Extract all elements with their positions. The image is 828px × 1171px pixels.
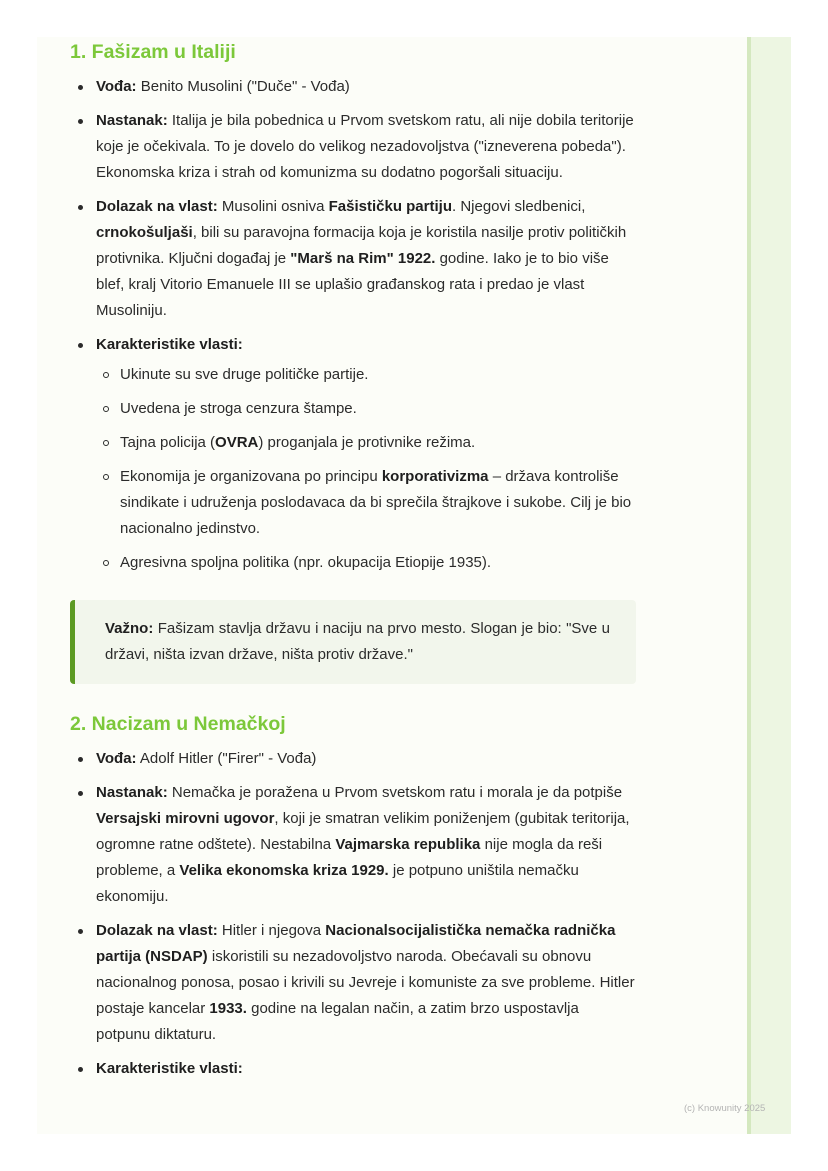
label-leader: Vođa: xyxy=(96,750,137,767)
features-sublist xyxy=(96,362,636,576)
side-decoration-line xyxy=(747,37,751,1134)
bold-term: Fašističku partiju xyxy=(328,198,452,215)
sublist-text: – država kontroliše sindikate i udruženja poslodavaca da bi sprečila štrajkove i sukobe. Cilj je bio nacionalno jedinstvo. xyxy=(120,468,632,537)
list-item xyxy=(96,194,636,324)
bold-term: "Marš na Rim" 1922. xyxy=(290,250,436,267)
bold-term: korporativizma xyxy=(381,468,489,485)
list-item xyxy=(96,74,636,100)
label-origin: Nastanak: xyxy=(96,112,168,129)
label-rise: Dolazak na vlast: xyxy=(96,198,218,215)
note-label: Važno: xyxy=(105,620,154,637)
side-decoration xyxy=(747,37,791,1134)
sublist-item xyxy=(120,430,636,456)
list-item xyxy=(96,1056,636,1082)
text-rise: godine. Iako je to bio više blef, kralj Vitorio Emanuele III se uplašio građanskog rata i predao je vlast Musoliniju. xyxy=(96,250,609,319)
text-origin: nije mogla da reši probleme, a xyxy=(96,836,603,879)
label-origin: Nastanak: xyxy=(96,784,168,801)
list-item xyxy=(96,108,636,186)
text-origin: Nemačka je poražena u Prvom svetskom ratu i morala je da potpiše xyxy=(167,784,623,801)
bold-term: Versajski mirovni ugovor xyxy=(96,810,275,827)
bold-term: Velika ekonomska kriza 1929. xyxy=(179,862,389,879)
sublist-text: Tajna policija ( xyxy=(120,434,216,451)
sublist-text: Ekonomija je organizovana po principu xyxy=(120,468,382,485)
document-content xyxy=(70,38,636,1090)
label-features: Karakteristike vlasti: xyxy=(96,1060,243,1077)
text-origin: , koji je smatran velikim poniženjem (gubitak teritorija, ogromne ratne odštete). Nestabilna xyxy=(96,810,630,853)
label-rise: Dolazak na vlast: xyxy=(96,922,218,939)
fascism-list xyxy=(70,74,636,576)
text-origin: Italija je bila pobednica u Prvom svetskom ratu, ali nije dobila teritorije koje je očekivala. To je dovelo do velikog nezadovoljstva ("izneverena pobeda"). Ekonomska kriza i strah od komunizma su dodatno pogoršali situaciju. xyxy=(96,112,634,181)
section-title-fascism: 1. Fašizam u Italiji xyxy=(70,41,236,63)
bold-term: OVRA xyxy=(215,434,259,451)
sublist-item: Ukinute su sve druge političke partije. xyxy=(120,362,636,388)
text-rise: iskoristili su nezadovoljstvo naroda. Obećavali su obnovu nacionalnog ponosa, posao i krivili su Jevreje i komuniste za sve probleme. Hitler postaje kancelar xyxy=(96,948,635,1017)
text-rise: Hitler i njegova xyxy=(217,922,326,939)
text-rise: Musolini osniva xyxy=(217,198,329,215)
list-item xyxy=(96,746,636,772)
bold-term: Nacionalsocijalistička nemačka radnička partija (NSDAP) xyxy=(96,922,616,965)
text-rise: . Njegovi sledbenici, xyxy=(451,198,586,215)
label-features: Karakteristike vlasti: xyxy=(96,336,243,353)
text-leader: Adolf Hitler ("Firer" - Vođa) xyxy=(136,750,317,767)
list-item xyxy=(96,780,636,910)
label-leader: Vođa: xyxy=(96,78,137,95)
bold-term: 1933. xyxy=(209,1000,247,1017)
text-leader: Benito Musolini ("Duče" - Vođa) xyxy=(136,78,350,95)
important-note xyxy=(70,600,636,684)
sublist-text: ) proganjala je protivnike režima. xyxy=(258,434,476,451)
text-origin: je potpuno uništila nemačku ekonomiju. xyxy=(96,862,579,905)
bold-term: Vajmarska republika xyxy=(335,836,481,853)
text-rise: godine na legalan način, a zatim brzo uspostavlja potpunu diktaturu. xyxy=(96,1000,579,1043)
list-item xyxy=(96,918,636,1048)
section-title-nazism: 2. Nacizam u Nemačkoj xyxy=(70,713,286,735)
bold-term: crnokošuljaši xyxy=(96,224,193,241)
list-item xyxy=(96,332,636,576)
sublist-item: Agresivna spoljna politika (npr. okupacija Etiopije 1935). xyxy=(120,550,636,576)
copyright-footer: (c) Knowunity 2025 xyxy=(684,1103,766,1114)
nazism-list xyxy=(70,746,636,1082)
sublist-item xyxy=(120,464,636,542)
text-rise: , bili su paravojna formacija koja je koristila nasilje protiv političkih protivnika. Ključni događaj je xyxy=(96,224,627,267)
note-text: Fašizam stavlja državu i naciju na prvo mesto. Slogan je bio: "Sve u državi, ništa izvan države, ništa protiv države." xyxy=(105,620,610,663)
sublist-item: Uvedena je stroga cenzura štampe. xyxy=(120,396,636,422)
